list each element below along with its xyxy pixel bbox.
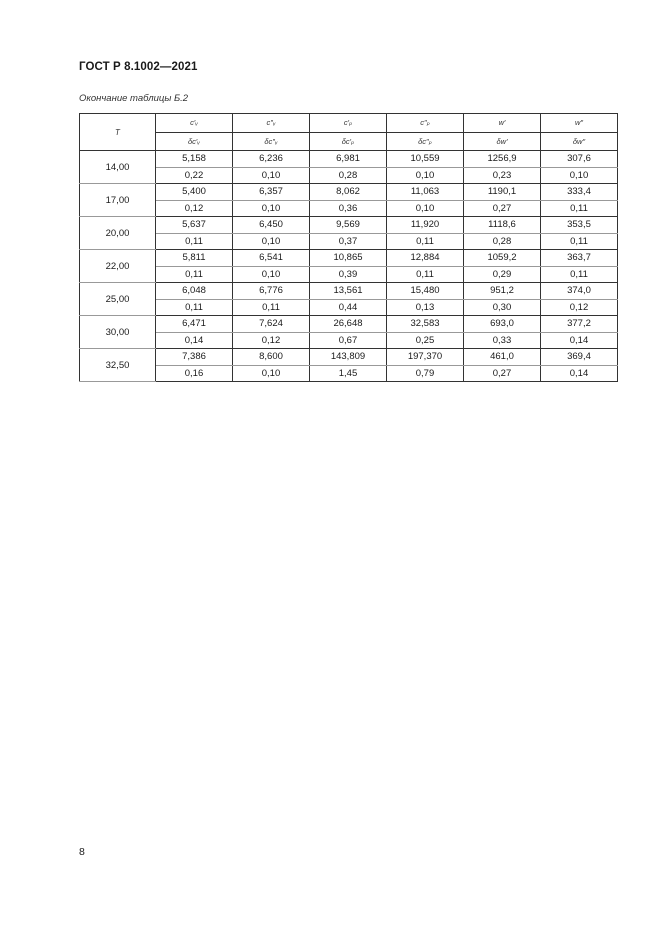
value-cell: 6,471: [156, 316, 233, 333]
value-cell: 8,600: [233, 349, 310, 366]
temperature-cell: 32,50: [80, 349, 156, 382]
table-row-uncertainty: [80, 233, 618, 250]
value-cell: 6,048: [156, 283, 233, 300]
uncertainty-cell: 0,10: [387, 167, 464, 184]
uncertainty-cell: 0,11: [156, 299, 233, 316]
temperature-cell: 30,00: [80, 316, 156, 349]
value-cell: 353,5: [541, 217, 618, 234]
uncertainty-cell: 0,12: [156, 200, 233, 217]
header-cell: δc′ₚ: [310, 132, 387, 151]
uncertainty-cell: 0,11: [156, 266, 233, 283]
value-cell: 951,2: [464, 283, 541, 300]
value-cell: 1256,9: [464, 151, 541, 168]
uncertainty-cell: 0,11: [541, 233, 618, 250]
uncertainty-cell: 0,11: [156, 233, 233, 250]
temperature-cell: 25,00: [80, 283, 156, 316]
table-row-uncertainty: [80, 200, 618, 217]
value-cell: 369,4: [541, 349, 618, 366]
table-row: [80, 349, 618, 366]
value-cell: 377,2: [541, 316, 618, 333]
uncertainty-cell: 0,28: [310, 167, 387, 184]
uncertainty-cell: 0,29: [464, 266, 541, 283]
uncertainty-cell: 0,10: [541, 167, 618, 184]
value-cell: 197,370: [387, 349, 464, 366]
uncertainty-cell: 0,22: [156, 167, 233, 184]
temperature-cell: 17,00: [80, 184, 156, 217]
value-cell: 5,637: [156, 217, 233, 234]
uncertainty-cell: 0,10: [233, 233, 310, 250]
temperature-cell: 22,00: [80, 250, 156, 283]
header-cell: c″ᵥ: [233, 114, 310, 133]
value-cell: 1118,6: [464, 217, 541, 234]
header-cell: c′ₚ: [310, 114, 387, 133]
uncertainty-cell: 0,11: [233, 299, 310, 316]
header-cell: δc′ᵥ: [156, 132, 233, 151]
table-row-uncertainty: [80, 332, 618, 349]
value-cell: 307,6: [541, 151, 618, 168]
table-row: [80, 217, 618, 234]
value-cell: 461,0: [464, 349, 541, 366]
uncertainty-cell: 0,37: [310, 233, 387, 250]
uncertainty-cell: 0,10: [233, 167, 310, 184]
uncertainty-cell: 0,16: [156, 365, 233, 382]
uncertainty-cell: 1,45: [310, 365, 387, 382]
table-row-uncertainty: [80, 167, 618, 184]
value-cell: 693,0: [464, 316, 541, 333]
table-header: [80, 114, 618, 151]
data-table: [79, 113, 618, 382]
value-cell: 143,809: [310, 349, 387, 366]
header-cell: c″ₚ: [387, 114, 464, 133]
uncertainty-cell: 0,27: [464, 365, 541, 382]
header-cell: δw″: [541, 132, 618, 151]
header-cell: w″: [541, 114, 618, 133]
table-row-uncertainty: [80, 266, 618, 283]
uncertainty-cell: 0,44: [310, 299, 387, 316]
uncertainty-cell: 0,14: [541, 332, 618, 349]
uncertainty-cell: 0,10: [233, 200, 310, 217]
uncertainty-cell: 0,28: [464, 233, 541, 250]
header-row-top: [80, 114, 618, 133]
uncertainty-cell: 0,23: [464, 167, 541, 184]
table-row-uncertainty: [80, 299, 618, 316]
uncertainty-cell: 0,11: [541, 200, 618, 217]
value-cell: 6,357: [233, 184, 310, 201]
uncertainty-cell: 0,10: [233, 266, 310, 283]
page-number: 8: [79, 846, 85, 858]
uncertainty-cell: 0,13: [387, 299, 464, 316]
table-body: [80, 151, 618, 382]
value-cell: 5,400: [156, 184, 233, 201]
value-cell: 9,569: [310, 217, 387, 234]
header-cell: δw′: [464, 132, 541, 151]
uncertainty-cell: 0,11: [387, 233, 464, 250]
uncertainty-cell: 0,12: [541, 299, 618, 316]
uncertainty-cell: 0,11: [387, 266, 464, 283]
uncertainty-cell: 0,25: [387, 332, 464, 349]
value-cell: 374,0: [541, 283, 618, 300]
value-cell: 363,7: [541, 250, 618, 267]
header-row-bottom: [80, 132, 618, 151]
uncertainty-cell: 0,67: [310, 332, 387, 349]
value-cell: 10,559: [387, 151, 464, 168]
value-cell: 6,450: [233, 217, 310, 234]
value-cell: 11,920: [387, 217, 464, 234]
uncertainty-cell: 0,33: [464, 332, 541, 349]
value-cell: 32,583: [387, 316, 464, 333]
header-cell: c′ᵥ: [156, 114, 233, 133]
value-cell: 7,624: [233, 316, 310, 333]
table-row: [80, 184, 618, 201]
uncertainty-cell: 0,11: [541, 266, 618, 283]
value-cell: 12,884: [387, 250, 464, 267]
header-t: T: [80, 114, 156, 151]
temperature-cell: 14,00: [80, 151, 156, 184]
value-cell: 6,236: [233, 151, 310, 168]
table-caption: Окончание таблицы Б.2: [79, 93, 189, 104]
uncertainty-cell: 0,36: [310, 200, 387, 217]
uncertainty-cell: 0,10: [387, 200, 464, 217]
table-row-uncertainty: [80, 365, 618, 382]
value-cell: 5,158: [156, 151, 233, 168]
value-cell: 6,776: [233, 283, 310, 300]
uncertainty-cell: 0,12: [233, 332, 310, 349]
uncertainty-cell: 0,14: [156, 332, 233, 349]
value-cell: 6,541: [233, 250, 310, 267]
uncertainty-cell: 0,10: [233, 365, 310, 382]
uncertainty-cell: 0,27: [464, 200, 541, 217]
value-cell: 1059,2: [464, 250, 541, 267]
value-cell: 8,062: [310, 184, 387, 201]
header-cell: δc″ₚ: [387, 132, 464, 151]
value-cell: 15,480: [387, 283, 464, 300]
value-cell: 5,811: [156, 250, 233, 267]
table-row: [80, 283, 618, 300]
uncertainty-cell: 0,39: [310, 266, 387, 283]
value-cell: 333,4: [541, 184, 618, 201]
value-cell: 7,386: [156, 349, 233, 366]
uncertainty-cell: 0,30: [464, 299, 541, 316]
value-cell: 10,865: [310, 250, 387, 267]
uncertainty-cell: 0,79: [387, 365, 464, 382]
header-cell: δc″ᵥ: [233, 132, 310, 151]
value-cell: 13,561: [310, 283, 387, 300]
uncertainty-cell: 0,14: [541, 365, 618, 382]
value-cell: 1190,1: [464, 184, 541, 201]
header-cell: w′: [464, 114, 541, 133]
table-row: [80, 250, 618, 267]
document-standard-title: ГОСТ Р 8.1002—2021: [79, 61, 198, 73]
value-cell: 26,648: [310, 316, 387, 333]
table-row: [80, 316, 618, 333]
table-row: [80, 151, 618, 168]
value-cell: 11,063: [387, 184, 464, 201]
value-cell: 6,981: [310, 151, 387, 168]
temperature-cell: 20,00: [80, 217, 156, 250]
